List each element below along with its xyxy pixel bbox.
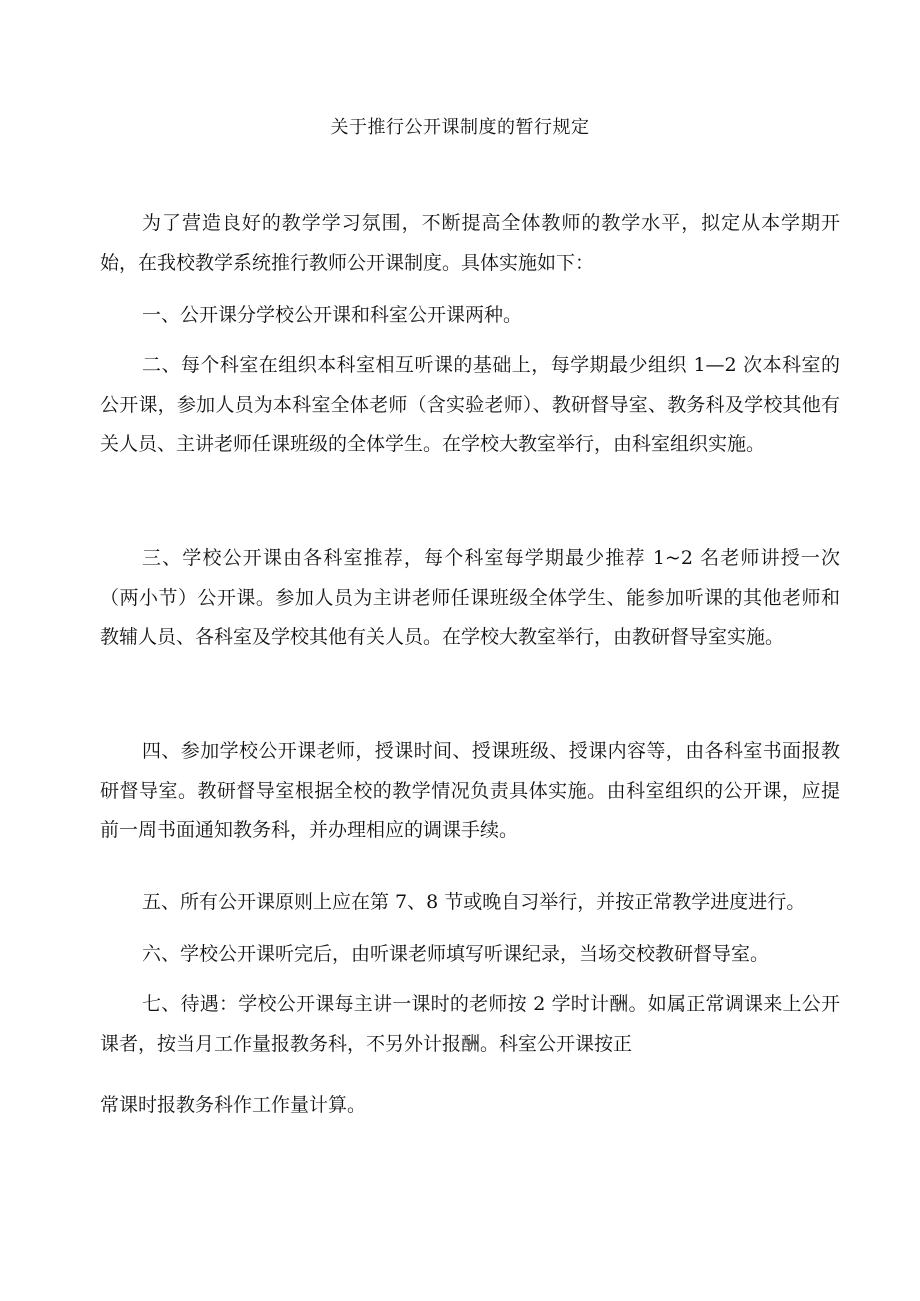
paragraph-item-2: 二、每个科室在组织本科室相互听课的基础上，每学期最少组织 1—2 次本科室的公开课，参加人员为本科室全体老师（含实验老师）、教研督导室、教务科及学校其他有关人员、主讲老师任课班级的全体学生。在学校大教室举行，由科室组织实施。	[100, 354, 840, 455]
paragraph-item-3: 三、学校公开课由各科室推荐，每个科室每学期最少推荐 1~2 名老师讲授一次（两小节）公开课。参加人员为主讲老师任课班级全体学生、能参加听课的其他老师和教辅人员、各科室及学校其他有关人员。在学校大教室举行，由教研督导室实施。	[100, 547, 840, 648]
paragraph-item-1: 一、公开课分学校公开课和科室公开课两种。	[142, 304, 523, 326]
paragraph-item-4: 四、参加学校公开课老师，授课时间、授课班级、授课内容等，由各科室书面报教研督导室。教研督导室根据全校的教学情况负责具体实施。由科室组织的公开课，应提前一周书面通知教务科，并办理相应的调课手续。	[100, 740, 840, 841]
paragraph-intro: 为了营造良好的教学学习氛围，不断提高全体教师的教学水平，拟定从本学期开始，在我校教学系统推行教师公开课制度。具体实施如下：	[100, 212, 840, 274]
paragraph-item-6: 六、学校公开课听完后，由听课老师填写听课纪录，当场交校教研督导室。	[142, 943, 770, 965]
paragraph-item-7: 七、待遇：学校公开课每主讲一课时的老师按 2 学时计酬。如属正常调课来上公开课者，按当月工作量报教务科，不另外计报酬。科室公开课按正	[100, 993, 840, 1055]
paragraph-item-7-continued: 常课时报教务科作工作量计算。	[100, 1094, 367, 1116]
paragraph-item-5: 五、所有公开课原则上应在第 7、8 节或晚自习举行，并按正常教学进度进行。	[142, 891, 806, 913]
document-title: 关于推行公开课制度的暂行规定	[330, 117, 590, 138]
